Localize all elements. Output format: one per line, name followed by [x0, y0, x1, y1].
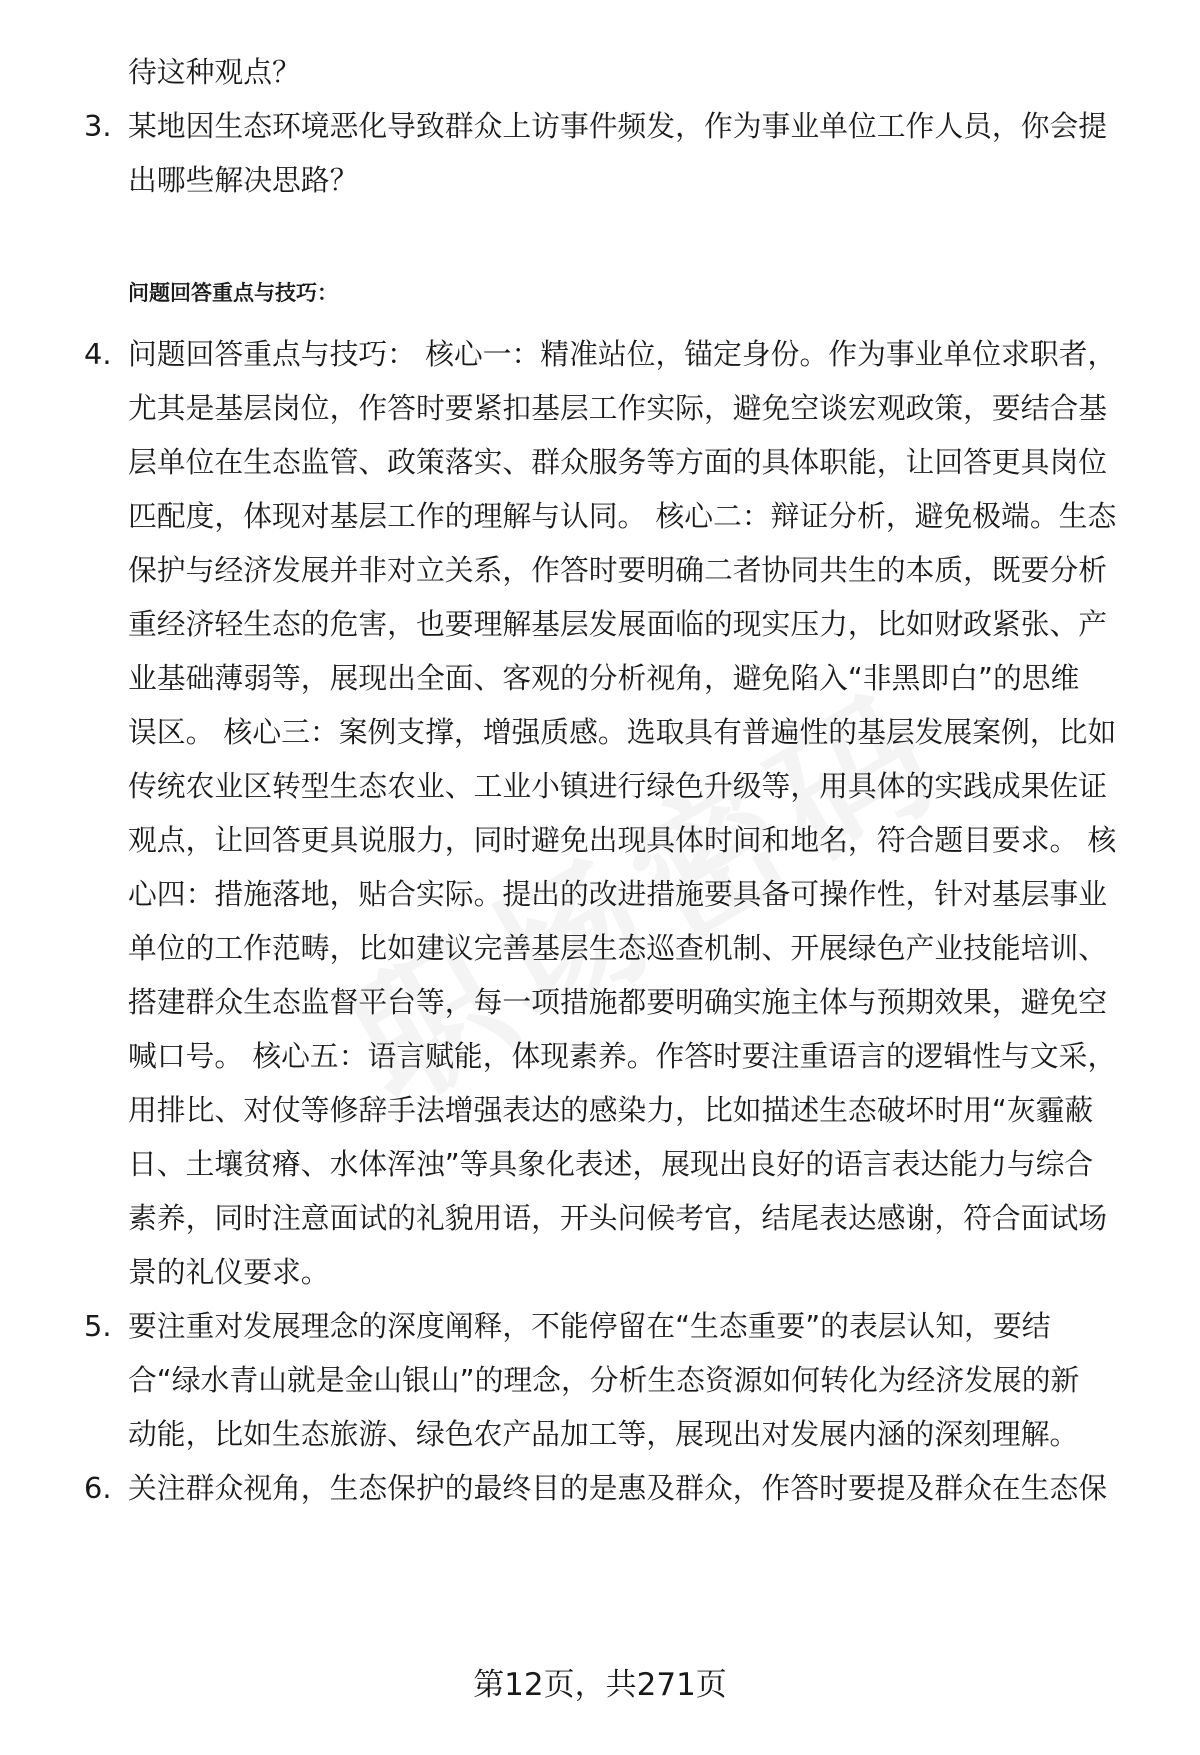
item3-line: 某地因生态环境恶化导致群众上访事件频发，作为事业单位工作人员，你会提 [128, 109, 1108, 143]
section-heading: 问题回答重点与技巧： [128, 281, 338, 305]
item4-line: 日、土壤贫瘠、水体浑浊”等具象化表述，展现出良好的语言表达能力与综合 [128, 1147, 1094, 1181]
item4-line: 喊口号。 核心五：语言赋能，体现素养。作答时要注重语言的逻辑性与文采， [128, 1039, 1117, 1073]
item-prev-line: 待这种观点？ [128, 55, 301, 89]
item4-line: 单位的工作范畴，比如建议完善基层生态巡查机制、开展绿色产业技能培训、 [128, 931, 1108, 965]
item6-number: 6. [84, 1471, 112, 1505]
item4-line: 观点，让回答更具说服力，同时避免出现具体时间和地名，符合题目要求。 核 [128, 823, 1117, 857]
item4-line: 匹配度，体现对基层工作的理解与认同。 核心二：辩证分析，避免极端。生态 [128, 499, 1117, 533]
item4-line: 误区。 核心三：案例支撑，增强质感。选取具有普遍性的基层发展案例，比如 [128, 715, 1117, 749]
item4-line: 层单位在生态监管、政策落实、群众服务等方面的具体职能，让回答更具岗位 [128, 445, 1108, 479]
item3-line: 出哪些解决思路？ [128, 163, 359, 197]
item4-line: 景的礼仪要求。 [128, 1255, 330, 1289]
item6-line: 关注群众视角，生态保护的最终目的是惠及群众，作答时要提及群众在生态保 [128, 1471, 1108, 1505]
item4-line: 业基础薄弱等，展现出全面、客观的分析视角，避免陷入“非黑即白”的思维 [128, 661, 1080, 695]
item4-line: 搭建群众生态监督平台等，每一项措施都要明确实施主体与预期效果，避免空 [128, 985, 1108, 1019]
page-number: 第12页，共271页 [473, 1667, 727, 1703]
item4-number: 4. [84, 337, 112, 371]
item3-number: 3. [84, 109, 112, 143]
item5-line: 动能，比如生态旅游、绿色农产品加工等，展现出对发展内涵的深刻理解。 [128, 1417, 1079, 1451]
item5-line: 合“绿水青山就是金山银山”的理念，分析生态资源如何转化为经济发展的新 [128, 1363, 1080, 1397]
item4-line: 保护与经济发展并非对立关系，作答时要明确二者协同共生的本质，既要分析 [128, 553, 1108, 587]
item5-number: 5. [84, 1309, 112, 1343]
item4-line: 素养，同时注意面试的礼貌用语，开头问候考官，结尾表达感谢，符合面试场 [128, 1201, 1108, 1235]
item4-line: 重经济轻生态的危害，也要理解基层发展面临的现实压力，比如财政紧张、产 [128, 607, 1108, 641]
item4-line: 问题回答重点与技巧： 核心一：精准站位，锚定身份。作为事业单位求职者， [128, 337, 1117, 371]
item4-line: 用排比、对仗等修辞手法增强表达的感染力，比如描述生态破坏时用“灰霾蔽 [128, 1093, 1094, 1127]
item4-line: 心四：措施落地，贴合实际。提出的改进措施要具备可操作性，针对基层事业 [128, 877, 1108, 911]
item4-line: 传统农业区转型生态农业、工业小镇进行绿色升级等，用具体的实践成果佐证 [128, 769, 1108, 803]
item4-line: 尤其是基层岗位，作答时要紧扣基层工作实际，避免空谈宏观政策，要结合基 [128, 391, 1108, 425]
item5-line: 要注重对发展理念的深度阐释，不能停留在“生态重要”的表层认知，要结 [128, 1309, 1051, 1343]
